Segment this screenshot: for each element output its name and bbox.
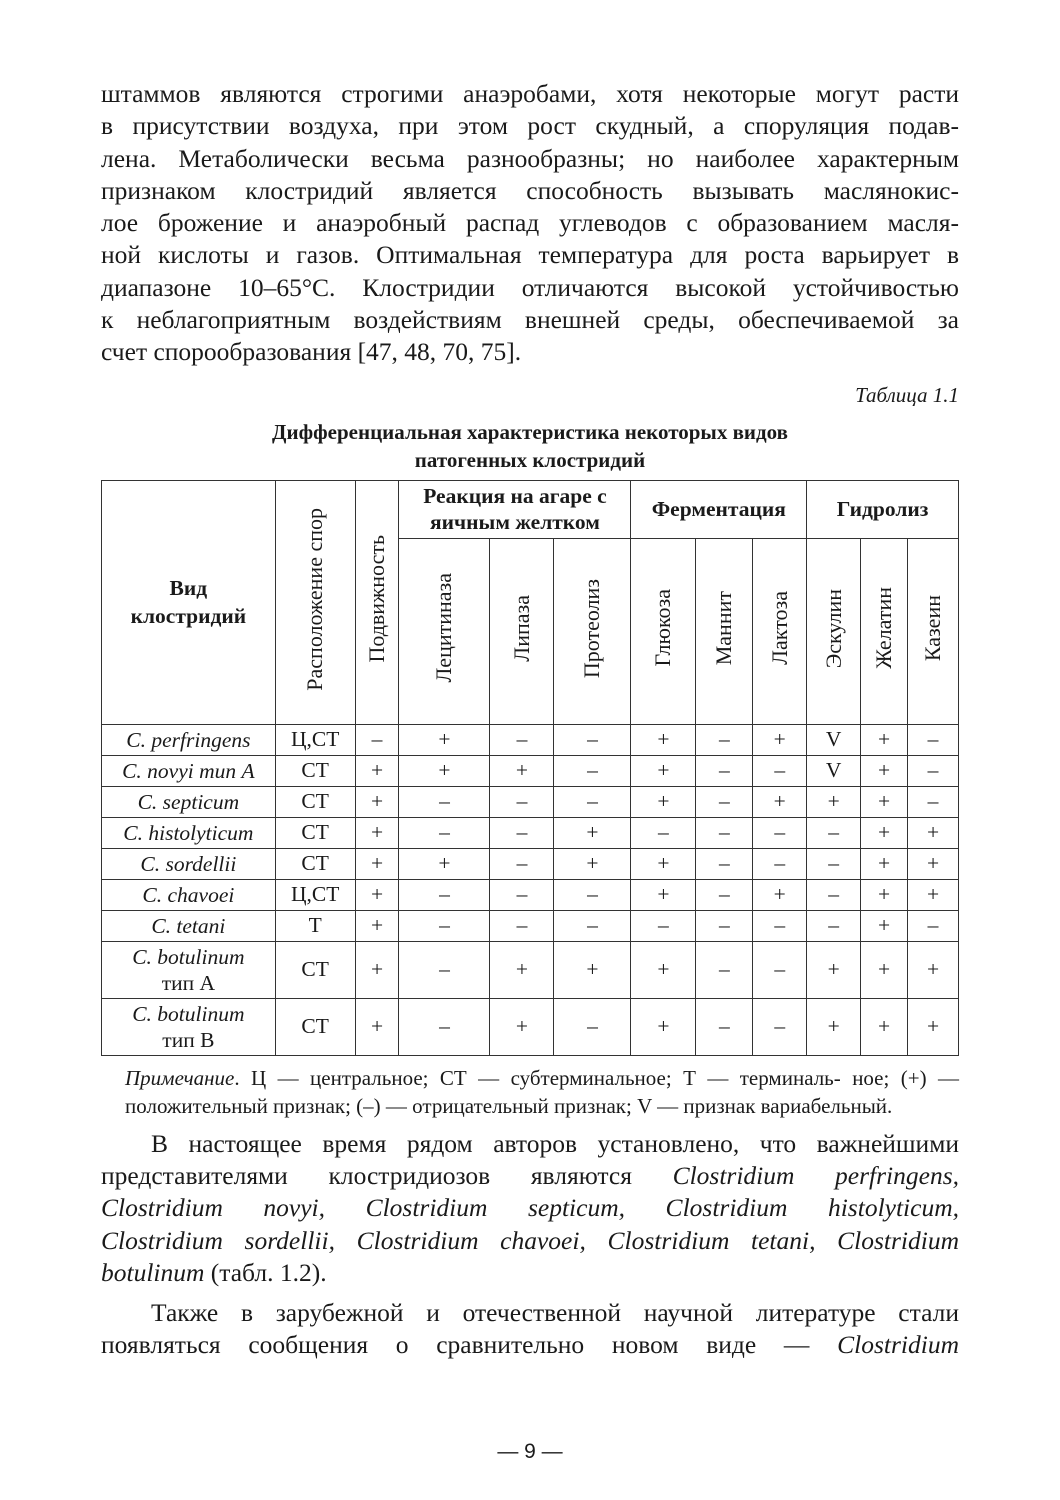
value-cell: + [355, 786, 399, 817]
paragraph-line: Также в зарубежной и отечественной научной литературе стали [151, 1298, 959, 1328]
value-cell: + [631, 755, 696, 786]
header-mannitol-label: Маннит [711, 591, 737, 666]
paragraph-line: ной кислоты и газов. Оптимальная температура для роста варьирует в [101, 240, 959, 270]
table-row [102, 848, 959, 879]
paragraph-line: штаммов являются строгими анаэробами, хотя некоторые могут расти [101, 79, 959, 108]
value-cell: + [399, 755, 490, 786]
value-cell: + [490, 941, 554, 998]
value-cell: – [908, 910, 959, 941]
header-spore-location [275, 480, 355, 724]
value-cell: – [696, 941, 753, 998]
value-cell: – [753, 941, 807, 998]
paragraph-line: лена. Метаболически весьма разнообразны; но наиболее характерным [101, 143, 959, 173]
paragraph-line: лое брожение и анаэробный распад углеводов с образованием масля- [101, 208, 959, 238]
header-motility [355, 480, 399, 724]
value-cell: + [355, 817, 399, 848]
paragraph-text: представителями клостридиозов являются [101, 1160, 673, 1190]
paragraph-line: признаком клостридий является способность вызывать маслянокис- [101, 175, 959, 205]
paragraph-line [101, 1329, 959, 1361]
value-cell: – [554, 998, 631, 1055]
value-cell: – [696, 786, 753, 817]
table-row [102, 817, 959, 848]
value-cell: V [807, 755, 861, 786]
value-cell: – [399, 817, 490, 848]
header-esculin [807, 538, 861, 724]
value-cell: + [554, 817, 631, 848]
table-note [125, 1064, 959, 1120]
value-cell: – [399, 879, 490, 910]
paragraph-line: к неблагоприятным воздействиям внешней среды, обеспечиваемой за [101, 305, 959, 335]
clostridia-table [101, 480, 959, 1056]
header-lactose-label: Лактоза [766, 591, 792, 666]
value-cell: – [753, 848, 807, 879]
value-cell: – [807, 910, 861, 941]
value-cell: + [490, 755, 554, 786]
value-cell: – [554, 724, 631, 755]
table-title-line: Дифференциальная характеристика некоторых видов [272, 419, 788, 444]
table-row [102, 879, 959, 910]
header-mannitol [696, 538, 753, 724]
species-cell [102, 755, 276, 786]
value-cell: + [631, 848, 696, 879]
header-motility-label: Подвижность [364, 535, 390, 663]
value-cell: + [355, 910, 399, 941]
value-cell: + [355, 755, 399, 786]
value-cell: – [631, 910, 696, 941]
value-cell: – [753, 910, 807, 941]
species-type: тип А [161, 970, 216, 995]
header-species [102, 480, 276, 724]
paragraph-line [101, 1160, 959, 1192]
species-name: C. chavoei [142, 882, 235, 907]
note-line: . Ц — центральное; СТ — субтерминальное; Т — терминаль- [234, 1065, 841, 1090]
header-spore-location-label: Расположение спор [302, 507, 328, 691]
value-cell: + [554, 848, 631, 879]
header-egg-yolk-group [399, 480, 631, 538]
value-cell: + [554, 941, 631, 998]
header-esculin-label: Эскулин [820, 588, 846, 668]
note-label: Примечание [125, 1065, 235, 1090]
header-casein [908, 538, 959, 724]
page-number: — 9 — [497, 1440, 563, 1463]
paragraph-line [101, 1257, 959, 1289]
value-cell: V [807, 724, 861, 755]
value-cell: – [696, 998, 753, 1055]
species-name: botulinum [101, 1257, 205, 1287]
species-cell [102, 817, 276, 848]
spore-cell: СТ [275, 848, 355, 879]
spore-cell: Ц,СТ [275, 724, 355, 755]
value-cell: – [554, 879, 631, 910]
value-cell: – [554, 786, 631, 817]
paragraph-line [101, 1192, 959, 1224]
value-cell: – [753, 755, 807, 786]
value-cell: + [490, 998, 554, 1055]
value-cell: – [631, 817, 696, 848]
header-glucose [631, 538, 696, 724]
value-cell: + [861, 941, 908, 998]
species-name: Clostridium sordellii, Clostridium chavoei, Clostridium tetani, Clostridium [101, 1225, 959, 1255]
value-cell: – [753, 817, 807, 848]
value-cell: – [696, 879, 753, 910]
value-cell: – [908, 755, 959, 786]
value-cell: + [753, 724, 807, 755]
value-cell: + [908, 941, 959, 998]
value-cell: + [355, 941, 399, 998]
value-cell: + [861, 998, 908, 1055]
value-cell: – [490, 879, 554, 910]
value-cell: – [696, 724, 753, 755]
species-type: тип В [162, 1027, 215, 1052]
species-cell [102, 910, 276, 941]
species-cell [102, 941, 276, 998]
value-cell: + [399, 724, 490, 755]
value-cell: – [908, 786, 959, 817]
species-cell [102, 848, 276, 879]
table-row [102, 941, 959, 998]
header-lecithinase [399, 538, 490, 724]
species-name: Clostridium [837, 1330, 959, 1360]
header-lactose [753, 538, 807, 724]
value-cell: + [807, 998, 861, 1055]
value-cell: + [355, 848, 399, 879]
value-cell: + [908, 879, 959, 910]
table-row [102, 755, 959, 786]
species-cell [102, 879, 276, 910]
paragraph-text: (табл. 1.2). [204, 1257, 327, 1287]
species-cell [102, 998, 276, 1055]
spore-cell: СТ [275, 786, 355, 817]
value-cell: – [696, 755, 753, 786]
value-cell: – [490, 786, 554, 817]
paragraph-line [101, 1225, 959, 1257]
paragraph-species [101, 1128, 959, 1289]
header-fermentation-group: Ферментация [631, 480, 807, 538]
value-cell: + [753, 879, 807, 910]
table-title-line: патогенных клостридий [414, 447, 646, 472]
value-cell: – [807, 879, 861, 910]
species-name: C. botulinum [132, 1001, 245, 1026]
value-cell: – [355, 724, 399, 755]
value-cell: + [355, 879, 399, 910]
spore-cell: СТ [275, 755, 355, 786]
spore-cell: СТ [275, 941, 355, 998]
header-proteolysis [554, 538, 631, 724]
species-name: C. perfringens [126, 727, 251, 752]
header-gelatin-label: Желатин [871, 587, 897, 670]
value-cell: – [490, 910, 554, 941]
value-cell: + [908, 817, 959, 848]
intro-paragraph [101, 78, 959, 369]
value-cell: + [631, 786, 696, 817]
table-row [102, 724, 959, 755]
paragraph-line: В настоящее время рядом авторов установлено, что важнейшими [151, 1128, 959, 1158]
value-cell: + [908, 998, 959, 1055]
value-cell: + [355, 998, 399, 1055]
spore-cell: СТ [275, 817, 355, 848]
header-hydrolysis-group: Гидролиз [807, 480, 959, 538]
paragraph-line: счет спорообразования [47, 48, 70, 75]. [101, 337, 522, 367]
value-cell: + [631, 879, 696, 910]
value-cell: + [753, 786, 807, 817]
value-cell: – [554, 910, 631, 941]
table-row [102, 998, 959, 1055]
value-cell: + [861, 879, 908, 910]
value-cell: – [554, 755, 631, 786]
value-cell: + [861, 724, 908, 755]
header-lipase-label: Липаза [508, 594, 534, 662]
value-cell: – [399, 941, 490, 998]
value-cell: + [861, 848, 908, 879]
header-proteolysis-label: Протеолиз [579, 578, 605, 678]
note-line: признак вариабельный. [683, 1093, 893, 1118]
value-cell: – [399, 910, 490, 941]
species-name: C. histolyticum [123, 820, 254, 845]
spore-cell: СТ [275, 998, 355, 1055]
value-cell: – [753, 998, 807, 1055]
value-cell: – [490, 724, 554, 755]
species-name: C. botulinum [132, 944, 245, 969]
spore-cell: Т [275, 910, 355, 941]
value-cell: – [696, 848, 753, 879]
page-body [101, 78, 959, 1362]
value-cell: – [399, 786, 490, 817]
value-cell: + [861, 817, 908, 848]
header-gelatin [861, 538, 908, 724]
species-cell [102, 724, 276, 755]
paragraph-line: в присутствии воздуха, при этом рост скудный, а споруляция подав- [101, 111, 959, 141]
value-cell: + [861, 786, 908, 817]
species-cell [102, 786, 276, 817]
header-species-label: Вид клостридий [130, 576, 247, 629]
header-egg-yolk-label: Реакция на агаре с яичным желтком [423, 484, 607, 535]
header-casein-label: Казеин [920, 595, 945, 662]
value-cell: – [696, 910, 753, 941]
value-cell: – [490, 817, 554, 848]
value-cell: – [696, 817, 753, 848]
table-number: Таблица 1.1 [855, 382, 959, 407]
value-cell: – [807, 848, 861, 879]
table-body [102, 724, 959, 1055]
value-cell: + [807, 786, 861, 817]
paragraph-new-species [101, 1297, 959, 1362]
value-cell: – [807, 817, 861, 848]
header-lipase [490, 538, 554, 724]
value-cell: – [490, 848, 554, 879]
table-row [102, 786, 959, 817]
species-name: C. sordellii [140, 851, 237, 876]
value-cell: + [631, 941, 696, 998]
table-row [102, 910, 959, 941]
species-name: Clostridium perfringens, [672, 1160, 959, 1190]
value-cell: + [908, 848, 959, 879]
value-cell: + [861, 755, 908, 786]
value-cell: + [861, 910, 908, 941]
table-title [101, 418, 959, 474]
paragraph-line: диапазоне 10–65°С. Клостридии отличаются высокой устойчивостью [101, 272, 959, 302]
value-cell: – [399, 998, 490, 1055]
paragraph-text: появляться сообщения о сравнительно новом виде — [101, 1330, 838, 1360]
species-name: C. tetani [151, 913, 226, 938]
value-cell: + [631, 998, 696, 1055]
species-name: C. novyi тип А [122, 758, 255, 783]
value-cell: – [908, 724, 959, 755]
header-lecithinase-label: Лецитиназа [431, 573, 457, 683]
header-glucose-label: Глюкоза [650, 589, 676, 667]
value-cell: + [399, 848, 490, 879]
note-line: ное; (+) — положительный признак; (–) — отрицательный признак; V — [125, 1065, 960, 1118]
spore-cell: Ц,СТ [275, 879, 355, 910]
value-cell: + [631, 724, 696, 755]
species-name: C. septicum [137, 789, 240, 814]
value-cell: + [807, 941, 861, 998]
species-name: Clostridium novyi, Clostridium septicum, Clostridium histolyticum, [101, 1193, 959, 1223]
